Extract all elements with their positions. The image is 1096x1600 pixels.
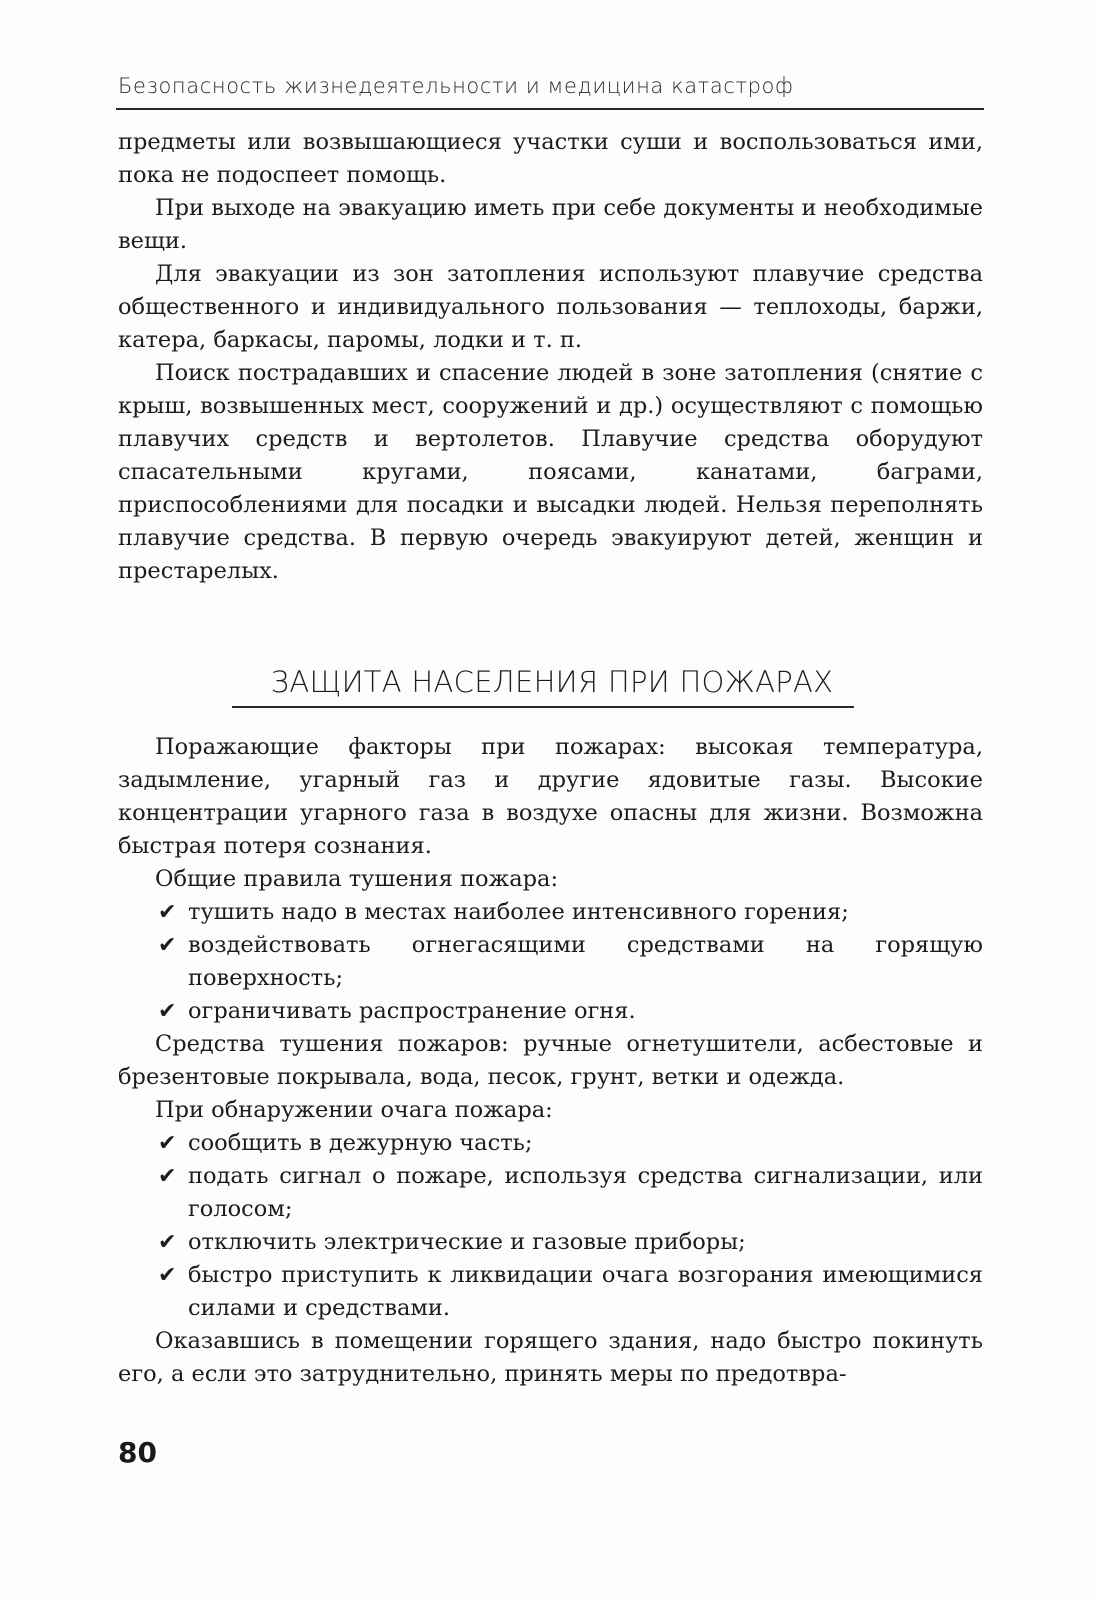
list-item-text: быстро приступить к ликвидации очага возгорания имеющимися силами и средствами. [188,1262,983,1321]
paragraph: предметы или возвышающиеся участки суши и воспользоваться ими, пока не подоспеет помощь. [118,129,983,188]
list-item-text: отключить электрические и газовые приборы; [188,1229,746,1255]
running-header: Безопасность жизнедеятельности и медицина катастроф [118,74,794,98]
paragraph: Поиск пострадавших и спасение людей в зоне затопления (снятие с крыш, возвышенных мест, сооружений и др.) осуществляют с помощью плавучих средств и вертолетов. Плавучие средства оборудуют спасательными кругами, поясами, канатами, баграми, приспособлениями для посадки и высадки людей. Нельзя переполнять плавучие средства. В первую очередь эвакуируют детей, женщин и престарелых. [118,360,983,584]
check-icon: ✔ [158,933,177,958]
paragraph: Общие правила тушения пожара: [155,866,559,892]
section-title: ЗАЩИТА НАСЕЛЕНИЯ ПРИ ПОЖАРАХ [270,665,834,699]
section-text-block [118,731,983,1391]
detection-steps-list [118,1127,983,1325]
list-item-text: воздействовать огнегасящими средствами на горящую поверхность; [188,932,983,991]
top-text-block [118,126,983,588]
list-item-text: сообщить в дежурную часть; [188,1130,533,1156]
check-icon: ✔ [158,900,177,925]
list-item [118,1127,983,1160]
list-item [118,1259,983,1325]
check-icon: ✔ [158,1131,177,1156]
list-item [118,929,983,995]
check-icon: ✔ [158,1230,177,1255]
paragraph: При выходе на эвакуацию иметь при себе документы и необходимые вещи. [118,195,983,254]
header-rule [116,108,984,110]
rules-list [118,896,983,1028]
list-item-text: тушить надо в местах наиболее интенсивного горения; [188,899,849,925]
check-icon: ✔ [158,1164,177,1189]
paragraph: Для эвакуации из зон затопления используют плавучие средства общественного и индивидуального пользования — теплоходы, баржи, катера, баркасы, паромы, лодки и т. п. [118,261,983,353]
check-icon: ✔ [158,999,177,1024]
list-item [118,896,983,929]
list-item [118,995,983,1028]
page-number: 80 [118,1436,157,1469]
list-item-text: подать сигнал о пожаре, используя средства сигнализации, или голосом; [188,1163,983,1222]
paragraph: При обнаружении очага пожара: [155,1097,553,1123]
list-item [118,1160,983,1226]
paragraph: Поражающие факторы при пожарах: высокая температура, задымление, угарный газ и другие ядовитые газы. Высокие концентрации угарного газа в воздухе опасны для жизни. Возможна быстрая потеря сознания. [118,734,983,859]
section-title-rule [232,706,854,708]
list-item-text: ограничивать распространение огня. [188,998,636,1024]
list-item [118,1226,983,1259]
paragraph: Средства тушения пожаров: ручные огнетушители, асбестовые и брезентовые покрывала, вода, песок, грунт, ветки и одежда. [118,1031,983,1090]
paragraph: Оказавшись в помещении горящего здания, надо быстро покинуть его, а если это затруднительно, принять меры по предотвра- [118,1328,983,1387]
check-icon: ✔ [158,1263,177,1288]
